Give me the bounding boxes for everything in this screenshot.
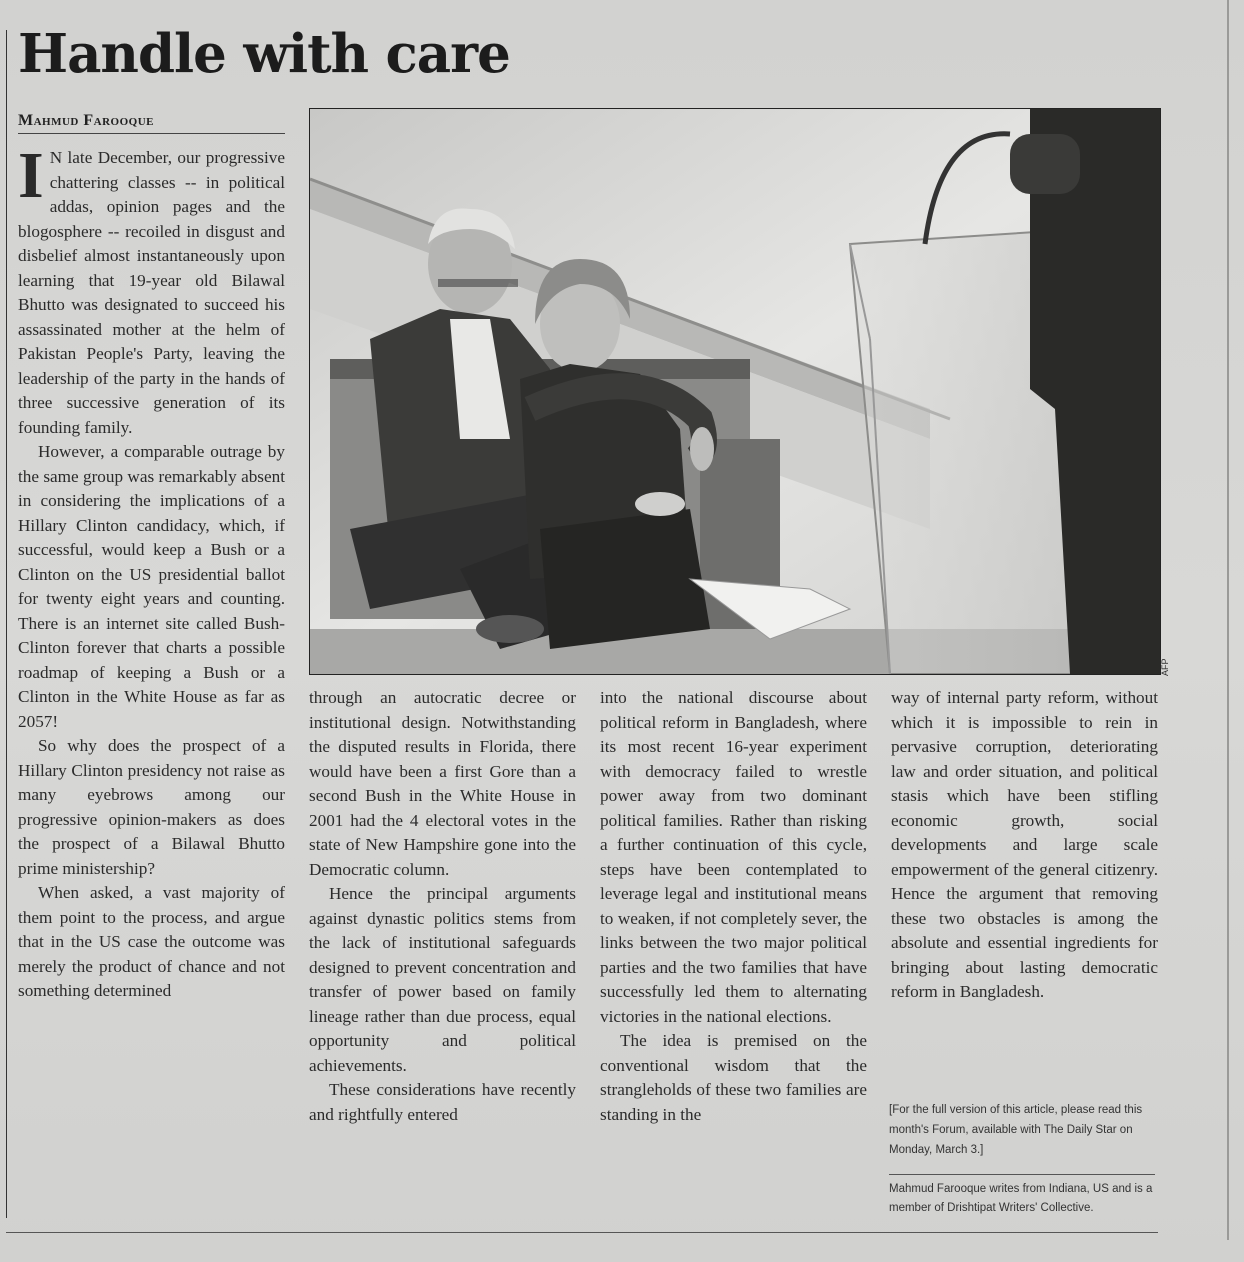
paragraph-text: N late December, our progressive chattering classes -- in political addas, opinion pages and the blogosphere -- recoiled in disgust and disbelief almost instantaneously upon learning that 19-year old Bilawal Bhutto was designated to succeed his assassinated mother at the helm of Pakistan People's Party, leaving the leadership of the party in the hands of three successive generation of its founding family. xyxy=(18,148,285,437)
article-paragraph: However, a comparable outrage by the same group was remarkably absent in considering the implications of a Hillary Clinton candidacy, which, if successful, would keep a Bush or a Clinton on the US presidential ballot for twenty eight years and counting. There is an internet site called Bush-Clinton forever that charts a possible roadmap of keeping a Bush or a Clinton in the White House as far as 2057! xyxy=(18,442,285,731)
article-paragraph: Hence the principal arguments against dynastic politics stems from the lack of institutional safeguards designed to prevent concentration and transfer of power based on family lineage rather than due process, equal opportunity and political achievements. xyxy=(309,884,576,1075)
note-divider xyxy=(889,1174,1155,1175)
article-paragraph-continued: way of internal party reform, without which it is impossible to rein in pervasive corruption, deteriorating law and order situation, and political stasis which have been stifling economic growth, social developments and large scale empowerment of the general citizenry. Hence the argument that removing these two obstacles is among the absolute and essential ingredients for bringing about lasting democratic reform in Bangladesh. xyxy=(891,688,1158,1001)
page-fold-edge xyxy=(1227,0,1229,1240)
author-bio: Mahmud Farooque writes from Indiana, US and is a member of Drishtipat Writers' Collective. xyxy=(889,1183,1153,1214)
left-column-rule xyxy=(6,30,7,1218)
photo-credit: AFP xyxy=(1160,658,1170,676)
article-paragraph: The idea is premised on the conventional wisdom that the strangleholds of these two families are standing in the xyxy=(600,1031,867,1124)
article-paragraph: These considerations have recently and rightfully entered xyxy=(309,1080,576,1124)
article-paragraph: So why does the prospect of a Hillary Clinton presidency not raise as many eyebrows among our progressive opinion-makers as does the prospect of a Bilawal Bhutto prime ministership? xyxy=(18,736,285,878)
article-headline: Handle with care xyxy=(18,23,510,85)
article-column-4 xyxy=(891,686,1158,1106)
photo-illustration xyxy=(310,109,1160,674)
editor-note: [For the full version of this article, please read this month's Forum, available with The Daily Star on Monday, March 3.] xyxy=(889,1104,1143,1156)
article-paragraph-continued: into the national discourse about political reform in Bangladesh, where its most recent 16-year experiment with democracy failed to wrestle power away from two dominant political families. Rather than risking a further continuation of this cycle, steps have been contemplated to leverage legal and institutional means to weaken, if not completely sever, the links between the two major political parties and the two families that have successfully led them to alternating victories in the national elections. xyxy=(600,688,867,1026)
article-column-1 xyxy=(18,146,285,1226)
article-column-2 xyxy=(309,686,576,1226)
bottom-rule xyxy=(6,1232,1158,1233)
article-paragraph-lead xyxy=(18,146,285,440)
article-paragraph-continued: through an autocratic decree or institutional design. Notwithstanding the disputed results in Florida, there would have been a first Gore than a second Bush in the White House in 2001 had the 4 electoral votes in the state of New Hampshire gone into the Democratic column. xyxy=(309,688,576,879)
article-paragraph: When asked, a vast majority of them point to the process, and argue that in the US case the outcome was merely the product of chance and not something determined xyxy=(18,883,285,1000)
drop-cap: I xyxy=(18,146,44,212)
article-photo xyxy=(309,108,1161,675)
article-column-3 xyxy=(600,686,867,1226)
article-byline: Mahmud Farooque xyxy=(18,112,285,134)
